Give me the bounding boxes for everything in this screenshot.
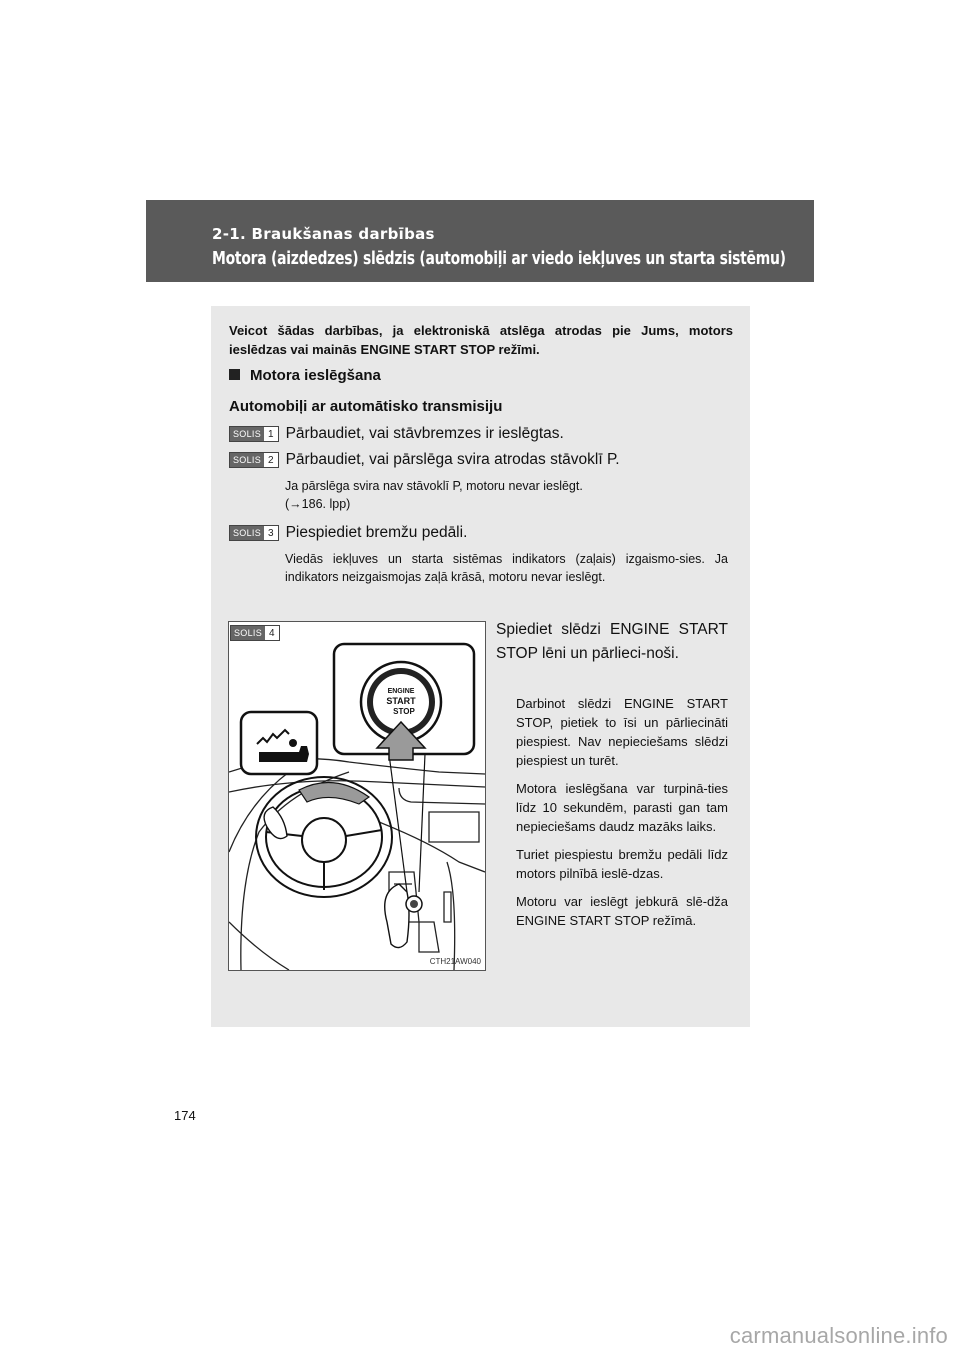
step-2 [229,451,620,469]
note-paragraph: Motora ieslēgšana var turpinā-ties līdz 10 sekundēm, parasti gan tam nepieciešams daudz mazāks laiks. [516,781,728,834]
section-heading-text: Motora ieslēgšana [250,367,381,384]
button-label-line1: ENGINE [387,688,415,695]
step-text: Piespiediet bremžu pedāli. [285,524,468,541]
dashboard-drawing [229,622,485,970]
step-badge: SOLIS 2 [229,452,279,468]
step-3 [229,524,467,542]
step-text: Spiediet slēdzi ENGINE START STOP lēni un pārlieci-noši. [496,621,728,662]
figure-code: CTH21AW040 [429,957,481,966]
step-badge: SOLIS 3 [229,525,279,541]
step-2-note: Ja pārslēga svira nav stāvoklī P, motoru nevar ieslēgt. (→186. lpp) [285,479,583,511]
page-number: 174 [174,1108,196,1123]
section-header [146,200,814,282]
watermark: carmanualsonline.info [729,1323,948,1348]
section-label: 2-1. Braukšanas darbības [212,225,435,243]
note-paragraph: Darbinot slēdzi ENGINE START STOP, pietiek to īsi un pārliecināti piespiest. Nav nepieciešams slēdzi piespiest un turēt. [516,696,728,768]
intro-text: Veicot šādas darbības, ja elektroniskā atslēga atrodas pie Jums, motors ieslēdzas vai mainās ENGINE START STOP režīmi. [229,323,733,357]
step-1 [229,425,564,443]
button-label-line3: STOP [393,707,415,716]
step-4 [496,618,728,666]
step-badge: SOLIS 4 [230,625,280,641]
page-title: Motora (aizdedzes) slēdzis (automobiļi ar viedo iekļuves un starta sistēmu) [212,248,786,269]
subheading: Automobiļi ar automātisko transmisiju [229,398,503,415]
engine-start-illustration [228,621,486,971]
button-label-line2: START [386,696,416,706]
step-text: Pārbaudiet, vai pārslēga svira atrodas stāvoklī P. [285,451,620,468]
section-heading [229,367,381,384]
note-paragraph: Turiet piespiestu bremžu pedāli līdz motors pilnībā ieslē-dzas. [516,847,728,881]
step-3-note: Viedās iekļuves un starta sistēmas indikators (zaļais) izgaismo-sies. Ja indikators neizgaismojas zaļā krāsā, motoru nevar ieslēgt. [285,552,728,584]
step-badge: SOLIS 1 [229,426,279,442]
square-bullet-icon [229,369,240,380]
step-text: Pārbaudiet, vai stāvbremzes ir ieslēgtas. [285,425,564,442]
step-4-notes [516,694,728,939]
note-paragraph: Motoru var ieslēgt jebkurā slē-dža ENGINE START STOP režīmā. [516,894,728,928]
